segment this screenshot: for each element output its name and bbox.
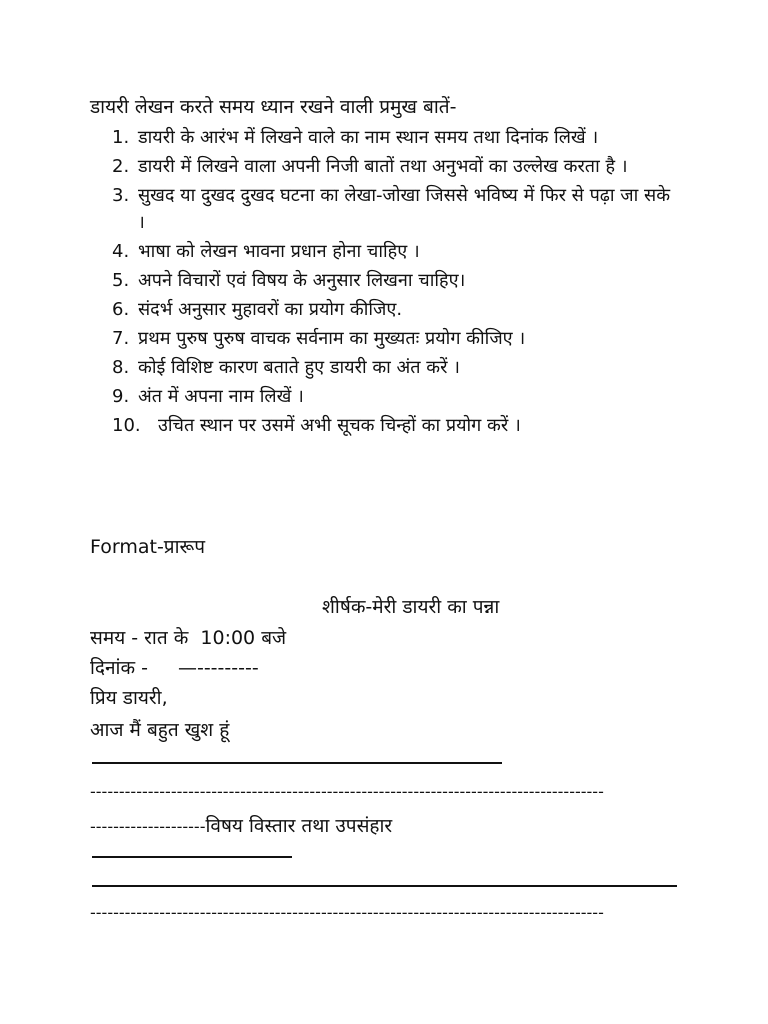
list-item-text: अपने विचारों एवं विषय के अनुसार लिखना चाहिए। [138, 270, 466, 291]
list-item [112, 182, 672, 236]
list-item-number: 6. [112, 299, 130, 320]
list-item-text: अंत में अपना नाम लिखें । [138, 386, 304, 407]
list-item-number: 1. [112, 127, 130, 148]
dashed-line: ----------------------------------------------------------------------------------------- [90, 903, 604, 922]
body-text: विषय विस्तार तथा उपसंहार [205, 815, 393, 837]
format-time: समय - रात के 10:00 बजे [90, 627, 287, 649]
divider-line [92, 885, 677, 887]
list-item-text: भाषा को लेखन भावना प्रधान होना चाहिए । [138, 241, 420, 262]
list-item-number: 4. [112, 241, 130, 262]
divider-line [92, 762, 502, 764]
list-item-number: 9. [112, 386, 130, 407]
list-item-text: संदर्भ अनुसार मुहावरों का प्रयोग कीजिए. [138, 299, 403, 320]
dashed-line: ----------------------------------------------------------------------------------------- [90, 782, 604, 801]
list-item [112, 153, 672, 180]
list-item-text: सुखद या दुखद दुखद घटना का लेखा-जोखा जिससे भविष्य में फिर से पढ़ा जा सके । [138, 185, 671, 233]
list-item [112, 325, 672, 352]
list-item-text: डायरी के आरंभ में लिखने वाले का नाम स्थान समय तथा दिनांक लिखें । [138, 127, 599, 148]
list-item [112, 383, 672, 410]
divider-line [92, 856, 292, 858]
list-item-text: कोई विशिष्ट कारण बताते हुए डायरी का अंत करें । [138, 357, 460, 378]
format-opening: आज मैं बहुत खुश हूं [90, 719, 230, 741]
list-item-number: 2. [112, 156, 130, 177]
list-item [112, 412, 672, 439]
list-item [112, 124, 672, 151]
format-body-row [90, 812, 392, 841]
list-item [112, 296, 672, 323]
format-label: Format-प्रारूप [90, 536, 206, 558]
body-prefix: -------------------- [90, 817, 206, 836]
list-item-text: डायरी में लिखने वाला अपनी निजी बातों तथा अनुभवों का उल्लेख करता है । [138, 156, 628, 177]
document-heading: डायरी लेखन करते समय ध्यान रखने वाली प्रमुख बातें- [90, 96, 457, 118]
list-item-number: 3. [112, 185, 130, 206]
list-item-text: प्रथम पुरुष पुरुष वाचक सर्वनाम का मुख्यतः प्रयोग कीजिए । [138, 328, 526, 349]
list-item-number: 5. [112, 270, 130, 291]
diary-tips-list [112, 124, 672, 441]
format-title: शीर्षक-मेरी डायरी का पन्ना [322, 596, 500, 618]
date-blank: —--------- [177, 657, 259, 679]
list-item [112, 267, 672, 294]
date-label: दिनांक - [90, 657, 148, 679]
list-item-number: 8. [112, 357, 130, 378]
format-salutation: प्रिय डायरी, [90, 687, 168, 709]
list-item-text: उचित स्थान पर उसमें अभी सूचक चिन्हों का प्रयोग करें । [158, 415, 521, 436]
list-item-number: 10. [112, 415, 141, 436]
format-date-row [90, 654, 259, 682]
list-item [112, 238, 672, 265]
list-item-number: 7. [112, 328, 130, 349]
list-item [112, 354, 672, 381]
